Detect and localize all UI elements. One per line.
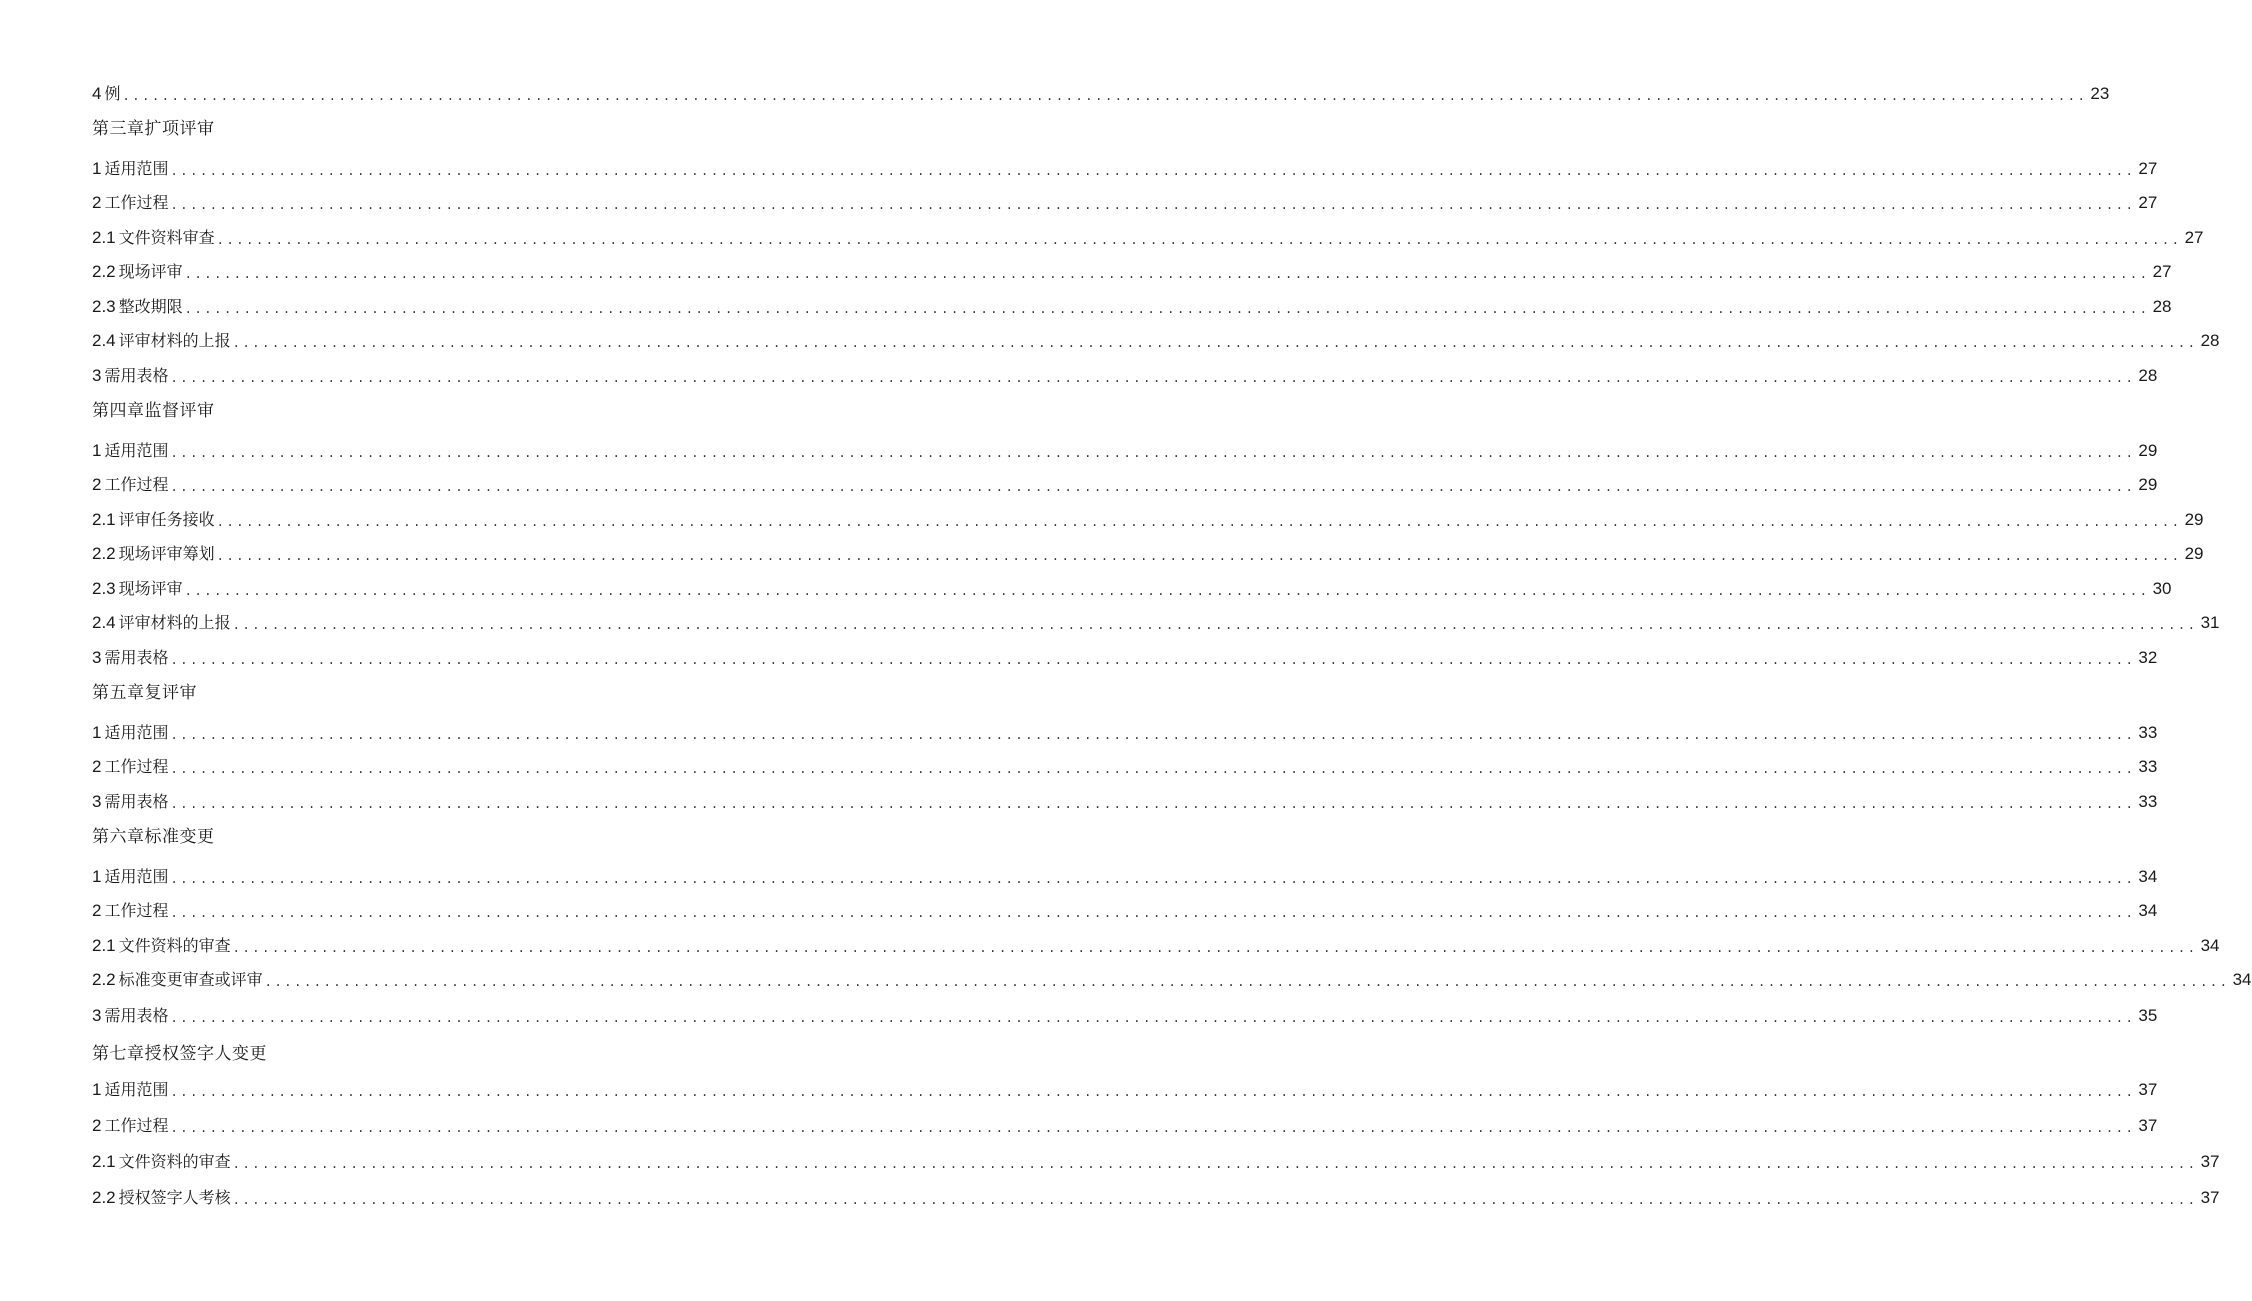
dot-leader: ........................................................................................................................................................................................................: [170, 872, 2136, 886]
section-number: 1: [92, 867, 102, 886]
dot-leader: ........................................................................................................................................................................................................: [122, 89, 2088, 103]
section-number: 4: [92, 84, 102, 103]
section-number: 3: [92, 366, 102, 385]
section-number: 3: [92, 648, 102, 667]
page-number: 34: [2138, 901, 2158, 920]
dot-leader: ........................................................................................................................................................................................................: [264, 975, 2230, 989]
dot-leader: ........................................................................................................................................................................................................: [170, 1011, 2136, 1025]
toc-entry[interactable]: [92, 612, 2220, 634]
toc-entry[interactable]: [92, 866, 2158, 888]
toc-entry[interactable]: [92, 296, 2172, 318]
dot-leader: ........................................................................................................................................................................................................: [170, 906, 2136, 920]
section-title: 适用范围: [104, 441, 169, 460]
section-number: 2.2: [92, 262, 116, 281]
toc-entry[interactable]: [92, 1079, 2158, 1101]
dot-leader: ........................................................................................................................................................................................................: [216, 233, 2182, 247]
page-number: 29: [2184, 544, 2204, 563]
page-number: 37: [2138, 1080, 2158, 1099]
section-title: 适用范围: [104, 159, 169, 178]
dot-leader: ........................................................................................................................................................................................................: [170, 1085, 2136, 1099]
section-title: 工作过程: [104, 475, 169, 494]
page-number: 33: [2138, 792, 2158, 811]
page-number: 31: [2200, 613, 2220, 632]
dot-leader: ........................................................................................................................................................................................................: [170, 1121, 2136, 1135]
toc-entry[interactable]: [92, 935, 2220, 957]
page-number: 29: [2184, 510, 2204, 529]
dot-leader: ........................................................................................................................................................................................................: [216, 549, 2182, 563]
section-number: 3: [92, 1006, 102, 1025]
section-number: 2.3: [92, 579, 116, 598]
chapter-title: 第五章复评审: [92, 683, 197, 703]
toc-entry[interactable]: [92, 474, 2158, 496]
page-number: 37: [2138, 1116, 2158, 1135]
toc-entry[interactable]: [92, 83, 2110, 105]
dot-leader: ........................................................................................................................................................................................................: [170, 446, 2136, 460]
section-number: 2: [92, 475, 102, 494]
section-title: 评审材料的上报: [118, 613, 231, 632]
page-number: 27: [2138, 159, 2158, 178]
section-number: 2: [92, 1116, 102, 1135]
page-number: 27: [2152, 262, 2172, 281]
section-title: 工作过程: [104, 757, 169, 776]
dot-leader: ........................................................................................................................................................................................................: [170, 797, 2136, 811]
section-number: 2.4: [92, 331, 116, 350]
toc-entry[interactable]: [92, 365, 2158, 387]
page-number: 34: [2200, 936, 2220, 955]
toc-chapter-heading[interactable]: [92, 400, 816, 422]
dot-leader: ........................................................................................................................................................................................................: [232, 941, 2198, 955]
toc-entry[interactable]: [92, 756, 2158, 778]
toc-entry[interactable]: [92, 543, 2204, 565]
dot-leader: ........................................................................................................................................................................................................: [232, 618, 2198, 632]
section-title: 需用表格: [104, 792, 169, 811]
dot-leader: ........................................................................................................................................................................................................: [170, 762, 2136, 776]
section-title: 文件资料的审查: [118, 1152, 231, 1171]
toc-entry[interactable]: [92, 192, 2158, 214]
page-number: 29: [2138, 441, 2158, 460]
toc-entry[interactable]: [92, 227, 2204, 249]
section-title: 适用范围: [104, 867, 169, 886]
page-number: 37: [2200, 1188, 2220, 1207]
section-number: 1: [92, 723, 102, 742]
page-number: 34: [2232, 970, 2252, 989]
section-title: 工作过程: [104, 193, 169, 212]
toc-entry[interactable]: [92, 261, 2172, 283]
dot-leader: ........................................................................................................................................................................................................: [170, 728, 2136, 742]
toc-chapter-heading[interactable]: [92, 826, 816, 848]
section-number: 2.2: [92, 544, 116, 563]
section-title: 适用范围: [104, 723, 169, 742]
toc-entry[interactable]: [92, 1115, 2158, 1137]
page-number: 35: [2138, 1006, 2158, 1025]
page-number: 32: [2138, 648, 2158, 667]
dot-leader: ........................................................................................................................................................................................................: [216, 515, 2182, 529]
toc-chapter-heading[interactable]: [92, 118, 816, 140]
dot-leader: ........................................................................................................................................................................................................: [170, 653, 2136, 667]
section-number: 2.4: [92, 613, 116, 632]
section-title: 例: [104, 84, 121, 103]
chapter-title: 第三章扩项评审: [92, 119, 215, 139]
page-number: 28: [2152, 297, 2172, 316]
chapter-title: 第四章监督评审: [92, 401, 215, 421]
chapter-title: 第七章授权签字人变更: [92, 1044, 267, 1064]
section-number: 2.1: [92, 228, 116, 247]
dot-leader: ........................................................................................................................................................................................................: [170, 371, 2136, 385]
section-title: 需用表格: [104, 648, 169, 667]
section-title: 需用表格: [104, 366, 169, 385]
section-number: 2.2: [92, 970, 116, 989]
toc-chapter-heading[interactable]: [92, 682, 816, 704]
toc-entry[interactable]: [92, 969, 2252, 991]
section-number: 2.1: [92, 1152, 116, 1171]
section-title: 标准变更审查或评审: [118, 970, 263, 989]
section-number: 2.1: [92, 510, 116, 529]
toc-entry[interactable]: [92, 1005, 2158, 1027]
toc-entry[interactable]: [92, 900, 2158, 922]
page-number: 37: [2200, 1152, 2220, 1171]
page-number: 34: [2138, 867, 2158, 886]
section-title: 评审任务接收: [118, 510, 215, 529]
section-number: 2: [92, 901, 102, 920]
section-title: 现场评审筹划: [118, 544, 215, 563]
section-title: 工作过程: [104, 1116, 169, 1135]
page-number: 28: [2138, 366, 2158, 385]
page-number: 28: [2200, 331, 2220, 350]
section-title: 需用表格: [104, 1006, 169, 1025]
toc-entry[interactable]: [92, 158, 2158, 180]
section-title: 现场评审: [118, 262, 183, 281]
dot-leader: ........................................................................................................................................................................................................: [184, 584, 2150, 598]
section-title: 文件资料的审查: [118, 936, 231, 955]
toc-chapter-heading[interactable]: [92, 1043, 816, 1065]
dot-leader: ........................................................................................................................................................................................................: [170, 198, 2136, 212]
page-number: 23: [2090, 84, 2110, 103]
section-number: 2.1: [92, 936, 116, 955]
dot-leader: ........................................................................................................................................................................................................: [232, 1193, 2198, 1207]
toc-entry[interactable]: [92, 1187, 2220, 1209]
section-number: 2: [92, 193, 102, 212]
dot-leader: ........................................................................................................................................................................................................: [232, 1157, 2198, 1171]
section-number: 3: [92, 792, 102, 811]
section-number: 1: [92, 1080, 102, 1099]
dot-leader: ........................................................................................................................................................................................................: [184, 302, 2150, 316]
toc-entry[interactable]: [92, 509, 2204, 531]
section-title: 评审材料的上报: [118, 331, 231, 350]
section-title: 工作过程: [104, 901, 169, 920]
section-number: 1: [92, 441, 102, 460]
toc-entry[interactable]: [92, 722, 2158, 744]
section-number: 2.2: [92, 1188, 116, 1207]
dot-leader: ........................................................................................................................................................................................................: [232, 336, 2198, 350]
dot-leader: ........................................................................................................................................................................................................: [170, 480, 2136, 494]
toc-entry[interactable]: [92, 1151, 2220, 1173]
page-number: 33: [2138, 723, 2158, 742]
page-number: 27: [2138, 193, 2158, 212]
section-number: 1: [92, 159, 102, 178]
section-title: 授权签字人考核: [118, 1188, 231, 1207]
toc-entry[interactable]: [92, 440, 2158, 462]
dot-leader: ........................................................................................................................................................................................................: [170, 164, 2136, 178]
toc-entry[interactable]: [92, 647, 2158, 669]
chapter-title: 第六章标准变更: [92, 827, 215, 847]
section-number: 2: [92, 757, 102, 776]
section-title: 适用范围: [104, 1080, 169, 1099]
dot-leader: ........................................................................................................................................................................................................: [184, 267, 2150, 281]
page-number: 29: [2138, 475, 2158, 494]
section-title: 现场评审: [118, 579, 183, 598]
page-number: 27: [2184, 228, 2204, 247]
section-number: 2.3: [92, 297, 116, 316]
page-number: 33: [2138, 757, 2158, 776]
page-number: 30: [2152, 579, 2172, 598]
toc-entry[interactable]: [92, 791, 2158, 813]
toc-entry[interactable]: [92, 330, 2220, 352]
toc-entry[interactable]: [92, 578, 2172, 600]
section-title: 整改期限: [118, 297, 183, 316]
section-title: 文件资料审查: [118, 228, 215, 247]
